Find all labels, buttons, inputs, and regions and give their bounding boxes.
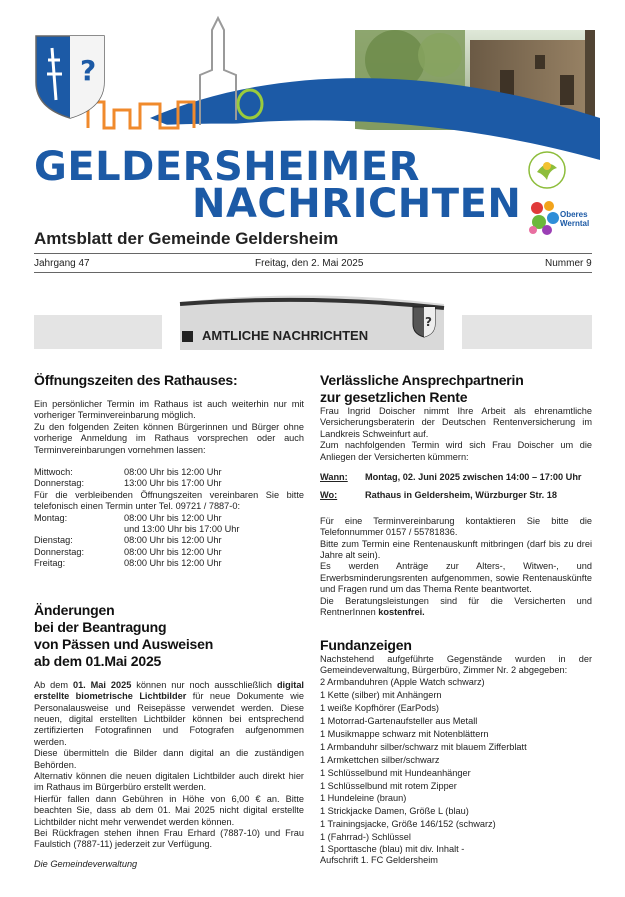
list-item: 1 Trainingsjacke, Größe 146/152 (schwarz) xyxy=(320,819,496,830)
list-item: 1 Schlüsselbund mit rotem Zipper xyxy=(320,780,457,791)
masthead-title-line1: GELDERSHEIMER xyxy=(34,144,420,190)
banner-coat-of-arms-icon xyxy=(412,306,436,338)
rente-paragraph3: Für eine Terminvereinbarung kontaktieren Sie bitte die Telefonnummer 0157 / 55781836. xyxy=(320,515,592,538)
divider xyxy=(34,253,592,254)
banner-shape xyxy=(176,292,448,354)
list-item: 1 weiße Kopfhörer (EarPods) xyxy=(320,703,439,714)
hours-day: Dienstag: xyxy=(34,535,73,546)
oberes-werntal-logo xyxy=(527,196,597,240)
list-item: 1 Kette (silber) mit Anhängern xyxy=(320,690,442,701)
section-banner xyxy=(176,292,448,354)
fund-heading: Fundanzeigen xyxy=(320,636,412,653)
passes-paragraph3: Alternativ können die neuen digitalen Lichtbilder auch direkt hier im Rathaus im Bürgerbüro erstellt werden. xyxy=(34,770,304,793)
passes-paragraph2: Diese übermitteln die Bilder dann digital an die zuständigen Behörden. xyxy=(34,748,304,770)
list-item: 1 Motorrad-Gartenaufsteller aus Metall xyxy=(320,716,478,727)
issue-volume: Jahrgang 47 xyxy=(34,258,90,269)
hours-time: 08:00 Uhr bis 12:00 Uhr xyxy=(124,467,222,478)
open-hours-table xyxy=(34,467,304,490)
passes-paragraph5: Bei Rückfragen stehen ihnen Frau Erhard (7887-10) und Frau Faulstich (7887-11) jederzeit zur Verfügung. xyxy=(34,827,304,850)
passes-paragraph4: Hierfür fallen dann Gebühren in Höhe von 6,00 € an. Bitte beachten Sie, dass ab dem 01. Mai 2025 nicht digital erstellte Lichtbilder nicht mehr verwendet werden können. xyxy=(34,793,304,827)
masthead-artwork xyxy=(0,0,625,160)
hours-day: Donnerstag: xyxy=(34,478,85,489)
svg-text:?: ? xyxy=(80,54,97,87)
rente-paragraph2: Zum nachfolgenden Termin wird sich Frau Doischer um die Anliegen der Versicherten kümmern: xyxy=(320,440,592,462)
list-item: 1 (Fahrrad-) Schlüssel xyxy=(320,832,411,843)
rathaus-heading: Öffnungszeiten des Rathauses: xyxy=(34,372,238,388)
list-item: 1 Musikmappe schwarz mit Notenblättern xyxy=(320,728,489,739)
issue-number: Nummer 9 xyxy=(545,258,592,269)
left-column xyxy=(34,372,304,870)
hours-day: Donnerstag: xyxy=(34,546,85,557)
appointment-where xyxy=(320,490,592,501)
banner-square-icon xyxy=(182,331,193,342)
hours-day: Freitag: xyxy=(34,558,66,569)
svg-text:?: ? xyxy=(425,315,432,329)
hours-time: 08:00 Uhr bis 12:00 Uhr xyxy=(124,546,222,557)
rathaus-intro1: Ein persönlicher Termin im Rathaus ist auch weiterhin nur mit vorheriger Terminvereinbarung möglich. xyxy=(34,399,304,421)
where-label: Wo: xyxy=(320,490,338,501)
coat-of-arms-icon xyxy=(36,36,104,118)
rente-paragraph1: Frau Ingrid Doischer nimmt Ihre Arbeit als ehrenamtliche Versicherungsberaterin der Deutschen Rentenversicherung im Landkreis Schweinfurt auf. xyxy=(320,406,592,439)
list-item: 1 Strickjacke Damen, Größe L (blau) xyxy=(320,806,469,817)
werntal-logo-text: Oberes Werntal xyxy=(560,210,590,228)
banner-bar-left xyxy=(34,315,162,349)
list-item-continued: Aufschrift 1. FC Geldersheim xyxy=(320,855,438,866)
divider xyxy=(34,272,592,273)
list-item: 2 Armbanduhren (Apple Watch schwarz) xyxy=(320,677,485,688)
rente-paragraph4: Bitte zum Termin eine Rentenauskunft mitbringen (darf bis zu drei Jahre alt sein). xyxy=(320,538,592,561)
fund-intro: Nachstehend aufgeführte Gegenstände wurden in der Gemeindeverwaltung, Bürgerbüro, Zimmer Nr. 2 abgegeben: xyxy=(320,653,592,675)
signature: Die Gemeindeverwaltung xyxy=(34,858,138,869)
appointment-when xyxy=(320,472,592,483)
banner-bar-right xyxy=(462,315,592,349)
hours-time: 08:00 Uhr bis 12:00 Uhr xyxy=(124,512,222,523)
when-label: Wann: xyxy=(320,472,348,483)
passes-heading xyxy=(34,602,304,670)
found-items-list xyxy=(320,676,592,866)
hours-time: 13:00 Uhr bis 17:00 Uhr xyxy=(124,478,222,489)
passes-heading-line: von Pässen und Ausweisen xyxy=(34,635,214,652)
where-value: Rathaus in Geldersheim, Würzburger Str. 18 xyxy=(365,490,557,501)
rente-heading-line: Verlässliche Ansprechpartnerin xyxy=(320,372,524,388)
right-column xyxy=(320,372,592,866)
list-item: 1 Armbanduhr silber/schwarz mit blauem Zifferblatt xyxy=(320,741,527,752)
passes-heading-line: bei der Beantragung xyxy=(34,618,167,635)
passes-heading-line: ab dem 01.Mai 2025 xyxy=(34,652,162,669)
hours-day: Montag: xyxy=(34,512,68,523)
banner-label: AMTLICHE NACHRICHTEN xyxy=(202,328,369,343)
hours-time: und 13:00 Uhr bis 17:00 Uhr xyxy=(124,524,240,535)
rente-heading xyxy=(320,372,592,406)
list-item: 1 Sporttasche (blau) mit div. Inhalt - xyxy=(320,844,465,855)
list-item: 1 Schlüsselbund mit Hundeanhänger xyxy=(320,767,471,778)
hours-time: 08:00 Uhr bis 12:00 Uhr xyxy=(124,535,222,546)
passes-paragraph1: Ab dem 01. Mai 2025 können nur noch ausschließlich digital erstellte biometrische Lichtbilder für neue Dokumente wie Personalausweise und Reisepässe verwendet werden. Diese neuen, digital erstellten Lichtbilder können bei entsprechend zertifizierten Fotografinnen und Fotografen aufgenommen werden. xyxy=(34,679,304,747)
passes-heading-line: Änderungen xyxy=(34,601,115,618)
werntal-emblem-icon xyxy=(527,196,561,240)
issue-date: Freitag, den 2. Mai 2025 xyxy=(255,258,364,269)
masthead-title-line2: NACHRICHTEN xyxy=(192,181,522,227)
list-item: 1 Hundeleine (braun) xyxy=(320,793,407,804)
appointment-hours-table xyxy=(34,513,304,570)
rente-paragraph5: Es werden Anträge zur Alters-, Witwen-, und Erwerbsminderungsrenten aufgenommen, sowie Rentenauskünfte und Fragen rund um das Thema Rente beantwortet. xyxy=(320,561,592,595)
when-value: Montag, 02. Juni 2025 zwischen 14:00 – 17:00 Uhr xyxy=(365,472,582,483)
list-item: 1 Armkettchen silber/schwarz xyxy=(320,754,440,765)
masthead-subtitle: Amtsblatt der Gemeinde Geldersheim xyxy=(34,229,339,248)
rathaus-intro2: Zu den folgenden Zeiten können Bürgerinnen und Bürger ohne vorherige Anmeldung im Rathaus vorsprechen oder auch Terminvereinbarungen vornehmen lassen: xyxy=(34,421,304,455)
phone-note: Für die verbleibenden Öffnungszeiten vereinbaren Sie bitte telefonisch einen Termin unter Tel. 09721 / 7887-0: xyxy=(34,489,304,512)
hours-day: Mittwoch: xyxy=(34,467,73,478)
eco-seal-icon xyxy=(527,150,567,190)
rente-paragraph6: Die Beratungsleistungen sind für die Versicherten und RentnerInnen kostenfrei. xyxy=(320,595,592,618)
rente-heading-line: zur gesetzlichen Rente xyxy=(320,389,468,405)
hours-time: 08:00 Uhr bis 12:00 Uhr xyxy=(124,558,222,569)
